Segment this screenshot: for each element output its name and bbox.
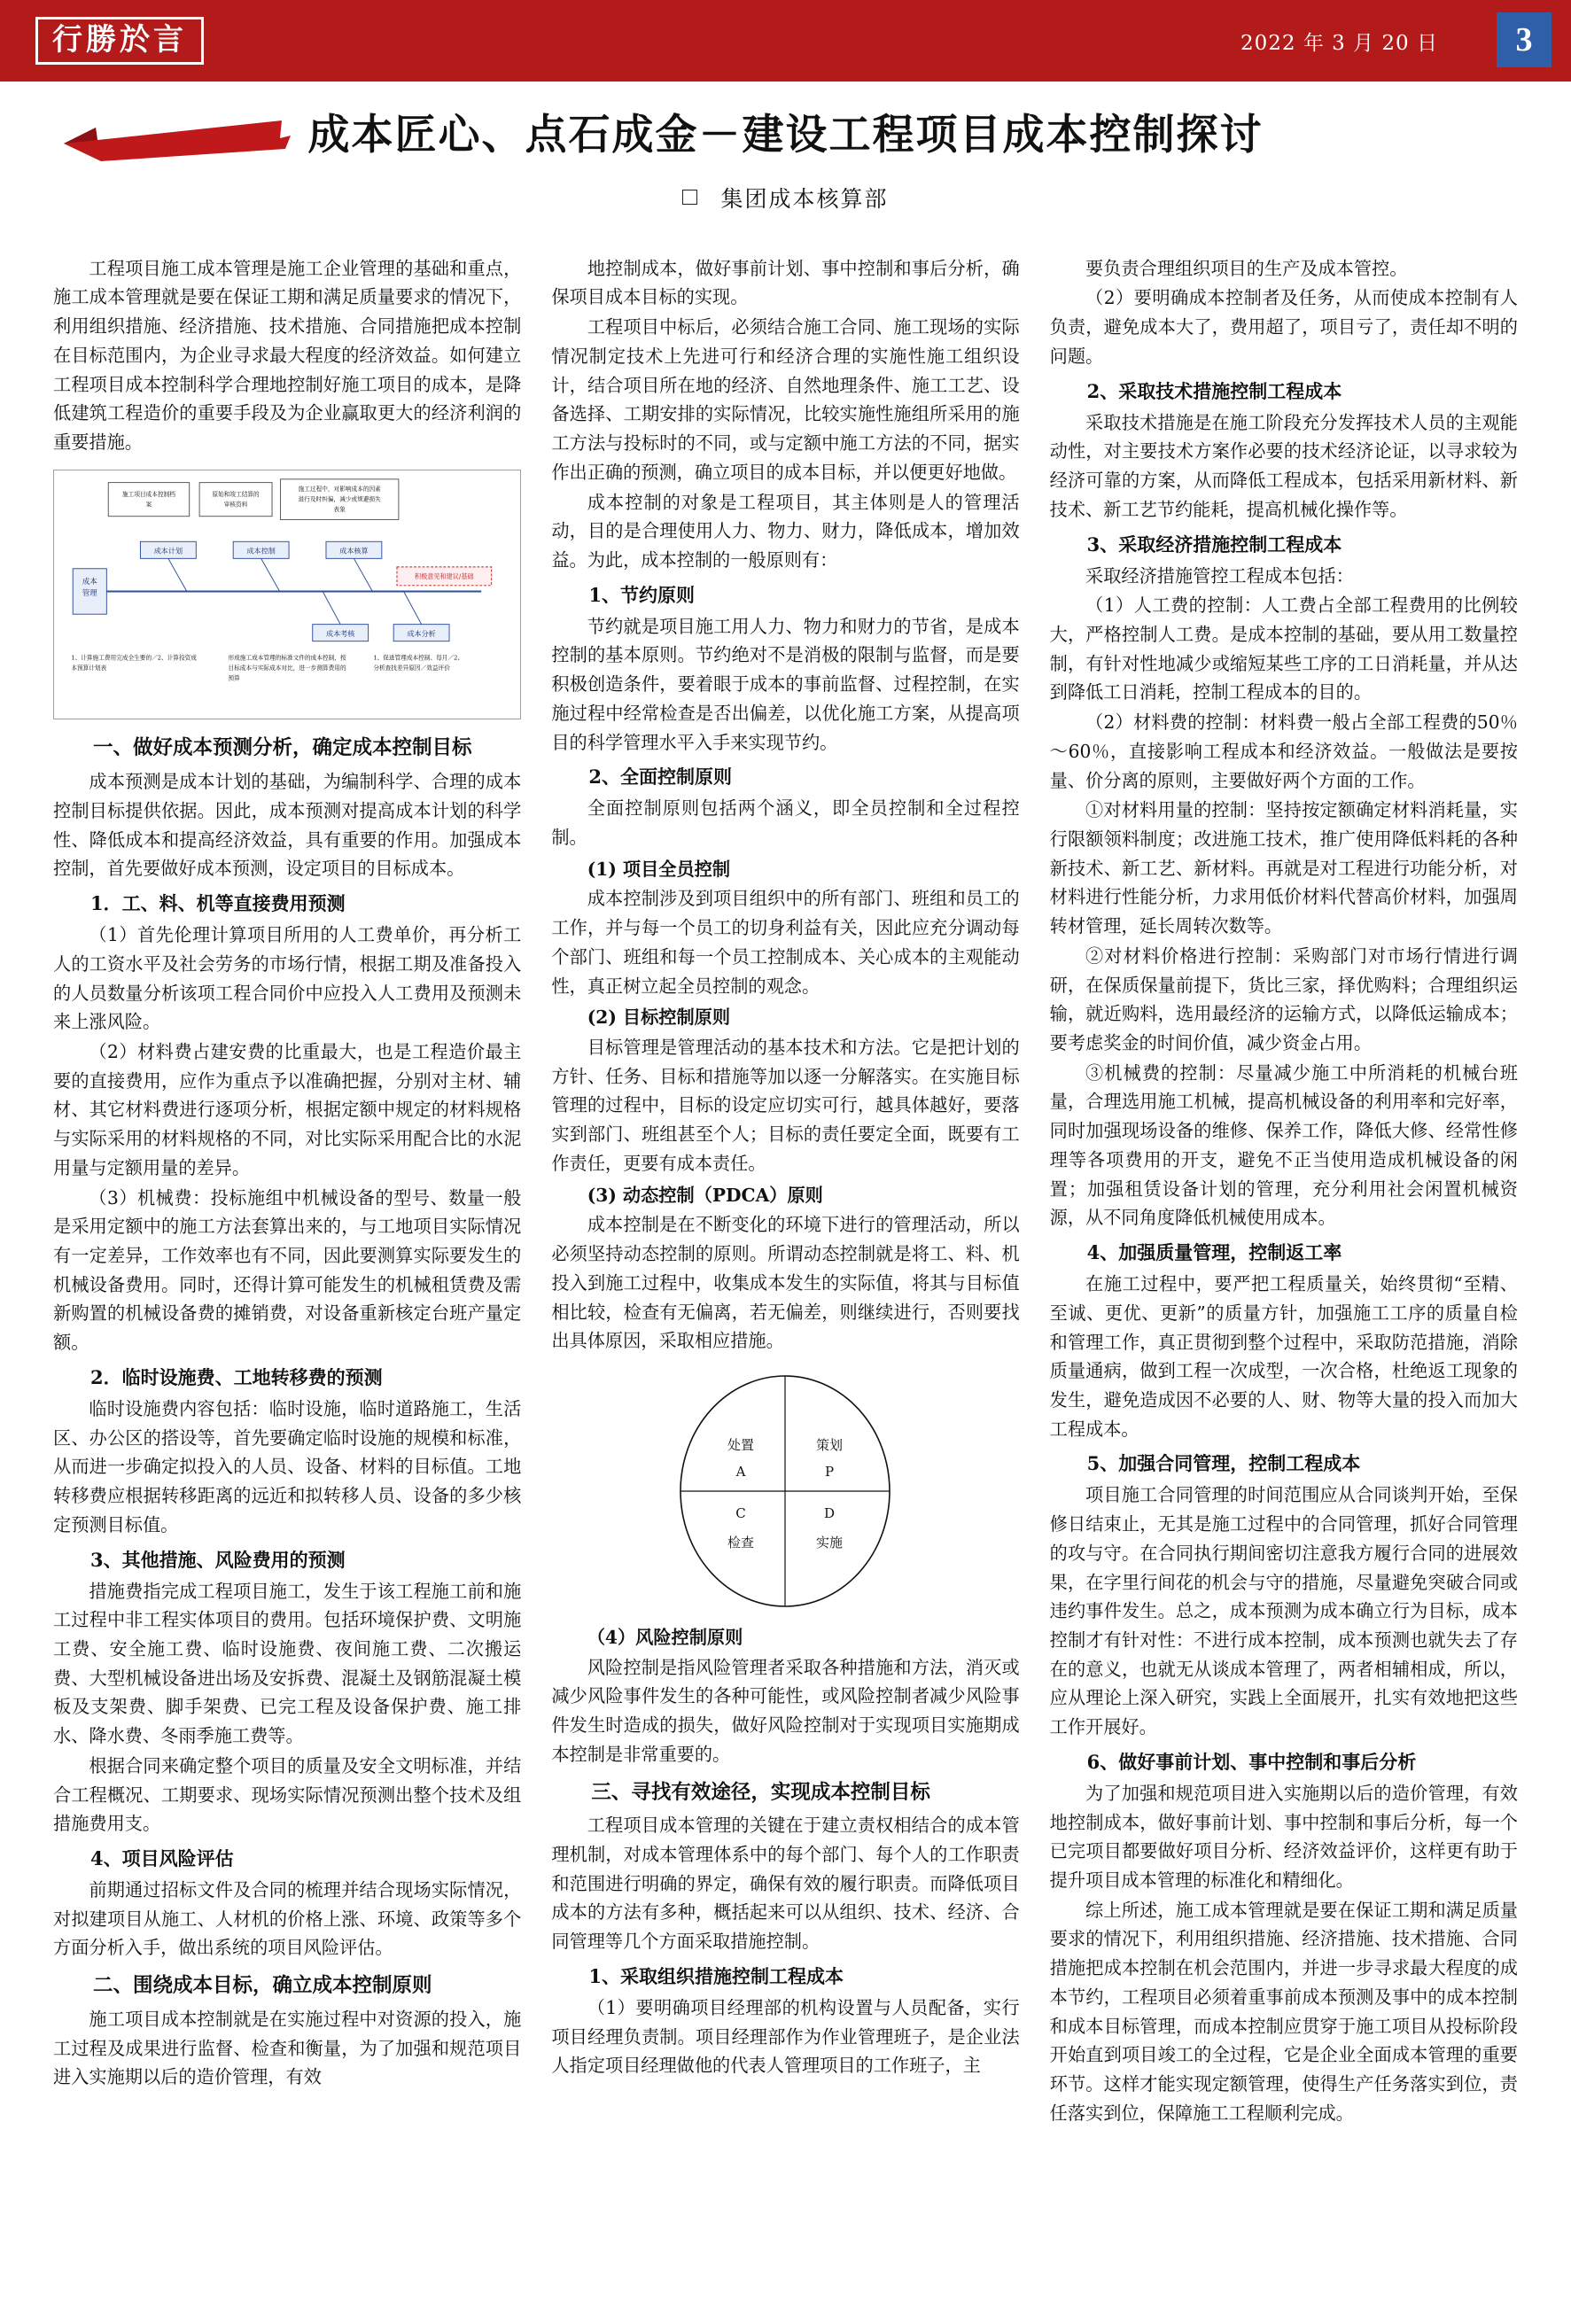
pdca-cycle-diagram xyxy=(551,1372,1019,1611)
svg-text:成本考核: 成本考核 xyxy=(326,628,355,638)
body-paragraph: ③机械费的控制：尽量减少施工中所消耗的机械台班量，合理选用施工机械，提高机械设备的利用率和完好率，同时加强现场设备的维修、保养工作，降低大修、经常性修理等各项费用的开支，避免不正当使用造成机械设备的闲置；加强租赁设备计划的管理，充分利用社会闲置机械资源，从不同角度降低机械使用成本。 xyxy=(1049,1061,1518,1229)
svg-text:1、计算施工费用完成全生要的／2、计算投资成: 1、计算施工费用完成全生要的／2、计算投资成 xyxy=(71,654,197,662)
page-number-badge: 3 xyxy=(1497,12,1552,67)
body-paragraph: 工程项目施工成本管理是施工企业管理的基础和重点，施工成本管理就是要在保证工期和满足质量要求的情况下，利用组织措施、经济措施、技术措施、合同措施把成本控制在目标范围内，为企业寻求最大程度的经济效益。如何建立工程项目成本控制科学合理地控制好施工项目的成本，是降低建筑工程造价的重要手段及为企业赢取更大的经济利润的重要措施。 xyxy=(53,257,522,454)
page-title: 成本匠心、点石成金－建设工程项目成本控制探讨 xyxy=(307,111,1264,159)
svg-text:分析查找差异原因／效益评价: 分析查找差异原因／效益评价 xyxy=(373,664,450,672)
body-paragraph: 工程项目成本管理的关键在于建立责权相结合的成本管理机制，对成本管理体系中的每个部门、每个人的工作职责和范围进行明确的界定，确保有效的履行职责。而降低项目成本的方法有多种，概括起来可以从组织、技术、经济、合同管理等几个方面采取措施控制。 xyxy=(551,1815,1020,1953)
bullet-square-icon xyxy=(682,190,697,205)
body-paragraph: 施工项目成本控制就是在实施过程中对资源的投入，施工过程及成果进行监督、检查和衡量，为了加强和规范项目进入实施期以后的造价管理，有效 xyxy=(53,2008,522,2088)
body-paragraph: （2）材料费占建安费的比重最大，也是工程造价最主要的直接费用，应作为重点予以准确把握，分别对主材、辅材、其它材料费进行逐项分析，根据定额中规定的材料规格与实际采用的材料规格的不同，对比实际采用配合比的水泥用量与定额用量的差异。 xyxy=(53,1040,522,1178)
subsection-heading: 4、加强质量管理，控制返工率 xyxy=(1086,1241,1342,1264)
issue-date: 2022 年 3 月 20 日 xyxy=(1240,31,1438,55)
body-paragraph: 措施费指完成工程项目施工，发生于该工程施工前和施工过程中非工程实体项目的费用。包括环境保护费、文明施工费、安全施工费、临时设施费、夜间施工费、二次搬运费、大型机械设备进出场及安拆费、混凝土及钢筋混凝土模板及支架费、脚手架费、已完工程及设备保护费、施工排水、降水费、冬雨季施工费等。 xyxy=(53,1580,522,1747)
svg-text:成本分析: 成本分析 xyxy=(407,628,436,638)
section-heading: 三、寻找有效途径，实现成本控制目标 xyxy=(591,1780,930,1804)
svg-text:形成施工成本管理的标准文件的成本控制，按: 形成施工成本管理的标准文件的成本控制，按 xyxy=(228,654,346,662)
section-heading: 二、围绕成本目标，确立成本控制原则 xyxy=(93,1974,432,1998)
svg-text:处置: 处置 xyxy=(727,1436,755,1453)
body-paragraph: 工程项目中标后，必须结合施工合同、施工现场的实际情况制定技术上先进可行和经济合理的实施性施工组织设计，结合项目所在地的经济、自然地理条件、施工工艺、设备选择、工期安排的实际情况，比较实施性施组所采用的施工方法与投标时的不同，或与定额中施工方法的不同，据实作出正确的预测，确立项目的成本目标，并以便更好地做。 xyxy=(551,316,1020,483)
subsection-heading: 1．工、料、机等直接费用预测 xyxy=(90,892,346,915)
svg-text:管理: 管理 xyxy=(82,589,97,599)
svg-text:成本计划: 成本计划 xyxy=(153,546,183,556)
svg-text:C: C xyxy=(735,1504,747,1521)
body-paragraph: 前期通过招标文件及合同的梳理并结合现场实际情况，对拟建项目从施工、人材机的价格上涨、环境、政策等多个方面分析入手，做出系统的项目风险评估。 xyxy=(53,1879,522,1959)
subsection-heading: 6、做好事前计划、事中控制和事后分析 xyxy=(1086,1750,1417,1773)
body-paragraph: （3）机械费：投标施组中机械设备的型号、数量一般是采用定额中的施工方法套算出来的，与工地项目实际情况有一定差异，工作效率也有不同，因此要测算实际要发生的机械设备费用。同时，还得计算可能发生的机械租赁费及需新购置的机械设备费的摊销费，对设备重新核定台班产量定额。 xyxy=(53,1186,522,1354)
body-paragraph: 成本预测是成本计划的基础，为编制科学、合理的成本控制目标提供依据。因此，成本预测对提高成本计划的科学性、降低成本和提高经济效益，具有重要的作用。加强成本控制，首先要做好成本预测，设定项目的目标成本。 xyxy=(53,771,522,880)
body-paragraph: 为了加强和规范项目进入实施期以后的造价管理，有效地控制成本，做好事前计划、事中控制和事后分析，每一个已完项目都要做好项目分析、经济效益评价，这样更有助于提升项目成本管理的标准化和精细化。 xyxy=(1049,1782,1518,1892)
svg-text:检查: 检查 xyxy=(727,1534,755,1551)
column-3 xyxy=(1050,254,1518,2129)
body-paragraph: （1）首先伦理计算项目所用的人工费单价，再分析工人的工资水平及社会劳务的市场行情，根据工期及准备投入的人员数量分析该项工程合同价中应投入人工费用及预测未来上涨风险。 xyxy=(53,924,522,1033)
body-paragraph: 节约就是项目施工用人力、物力和财力的节省，是成本控制的基本原则。节约绝对不是消极的限制与监督，而是要积极创造条件，要着眼于成本的事前监督、过程控制，在实施过程中经常检查是否出偏差，以优化施工方案，从提高项目的科学管理水平入手来实现节约。 xyxy=(551,615,1020,753)
subsection-heading: 3、其他措施、风险费用的预测 xyxy=(90,1548,346,1571)
body-paragraph: 地控制成本，做好事前计划、事中控制和事后分析，确保项目成本目标的实现。 xyxy=(551,257,1020,308)
svg-text:成本核算: 成本核算 xyxy=(339,546,369,556)
svg-text:施工过程中，对影响成本的因素: 施工过程中，对影响成本的因素 xyxy=(298,485,381,493)
body-paragraph: （2）要明确成本控制者及任务，从而使成本控制有人负责，避免成本大了，费用超了，项目亏了，责任却不明的问题。 xyxy=(1049,287,1518,367)
subsection-heading: 3、采取经济措施控制工程成本 xyxy=(1086,532,1342,556)
svg-text:施工项目成本控制档: 施工项目成本控制档 xyxy=(122,490,175,498)
body-paragraph: 采取技术措施是在施工阶段充分发挥技术人员的主观能动性，对主要技术方案作必要的技术经济论证，以寻求较为经济可靠的方案，从而降低工程成本，包括采用新材料、新技术、新工艺节约能耗，提高机械化操作等。 xyxy=(1049,411,1518,520)
subsection-heading: 2、全面控制原则 xyxy=(588,766,732,789)
svg-text:案: 案 xyxy=(145,501,152,509)
sub-subsection-heading: (2) 目标控制原则 xyxy=(587,1007,731,1029)
body-paragraph: （2）材料费的控制：材料费一般占全部工程费的50％～60％，直接影响工程成本和经济效益。一般做法是要按量、价分离的原则，主要做好两个方面的工作。 xyxy=(1049,711,1518,791)
body-paragraph: 要负责合理组织项目的生产及成本管控。 xyxy=(1085,257,1408,279)
svg-text:预算: 预算 xyxy=(228,674,240,682)
section-heading: 一、做好成本预测分析，确定成本控制目标 xyxy=(93,736,472,760)
body-paragraph: ②对材料价格进行控制：采购部门对市场行情进行调研，在保质保量前提下，货比三家，择优购料；合理组织运输，就近购料，选用最经济的运输方式，以降低运输成本；要考虑奖金的时间价值，减少资金占用。 xyxy=(1049,944,1518,1054)
byline xyxy=(53,182,1518,214)
header-band xyxy=(0,0,1571,82)
body-paragraph: 目标管理是管理活动的基本技术和方法。它是把计划的方针、任务、目标和措施等加以逐一分解落实。在实施目标管理的过程中，目标的设定应切实可行，越具体越好，要落实到部门、班组甚至个人；目标的责任要定全面，既要有工作责任，更要有成本责任。 xyxy=(551,1037,1020,1174)
sub-subsection-heading: (1) 项目全员控制 xyxy=(587,858,731,880)
ribbon-label: 交流阵地 xyxy=(60,102,128,120)
title-zone xyxy=(0,82,1571,219)
body-paragraph: （1）人工费的控制：人工费占全部工程费用的比例较大，严格控制人工费。是成本控制的基础，要从用工数量控制，有针对性地减少或缩短某些工序的工日消耗量，并从达到降低工日消耗，控制工程成本的目的。 xyxy=(1049,595,1518,703)
svg-text:A: A xyxy=(736,1463,746,1480)
column-2 xyxy=(551,254,1019,2081)
body-paragraph: ①对材料用量的控制：坚持按定额确定材料消耗量，实行限额领料制度；改进施工技术，推广使用降低料耗的各种新技术、新工艺、新材料。再就是对工程进行功能分析，对材料进行性能分析，力求用低价材料代替高价材料，加强周转材管理，延长周转次数等。 xyxy=(1049,799,1518,937)
subsection-heading: 2、采取技术措施控制工程成本 xyxy=(1086,379,1342,402)
svg-text:1、促进管理成本控制、每月／2、: 1、促进管理成本控制、每月／2、 xyxy=(373,654,463,662)
body-paragraph: 采取经济措施管控工程成本包括： xyxy=(1085,564,1354,587)
svg-text:审核资料: 审核资料 xyxy=(223,501,248,509)
subsection-heading: 1、节约原则 xyxy=(588,583,695,606)
subsection-heading: 2．临时设施费、工地转移费的预测 xyxy=(90,1365,383,1388)
body-paragraph: 在施工过程中，要严把工程质量关，始终贯彻“至精、至诚、更优、更新”的质量方针，加强施工工序的质量自检和管理工作，真正贯彻到整个过程中，采取防范措施，消除质量通病，做到工程一次成型，一次合格，杜绝返工现象的发生，避免造成因不必要的人、财、物等大量的投入而加大工程成本。 xyxy=(1049,1273,1518,1440)
svg-text:原始和竣工结算的: 原始和竣工结算的 xyxy=(212,490,260,498)
subsection-heading: 4、项目风险评估 xyxy=(90,1846,234,1869)
article-columns xyxy=(0,219,1571,2129)
svg-text:P: P xyxy=(825,1463,835,1480)
svg-text:进行及时纠偏，减少或规避损失: 进行及时纠偏，减少或规避损失 xyxy=(298,495,381,503)
svg-text:成本控制: 成本控制 xyxy=(246,546,276,556)
body-paragraph: 临时设施费内容包括：临时设施，临时道路施工，生活区、办公区的搭设等，首先要确定临时设施的规模和标准，从而进一步确定拟投入的人员、设备、材料的目标值。工地转移费应根据转移距离的远近和拟转移人员、设备的多少核定预测目标值。 xyxy=(53,1397,522,1535)
body-paragraph: 风险控制是指风险管理者采取各种措施和方法，消灭或减少风险事件发生的各种可能性，或风险控制者减少风险事件发生时造成的损失，做好风险控制对于实现项目实施期成本控制是非常重要的。 xyxy=(551,1656,1020,1765)
body-paragraph: 成本控制是在不断变化的环境下进行的管理活动，所以必须坚持动态控制的原则。所谓动态控制就是将工、料、机投入到施工过程中，收集成本发生的实际值，将其与目标值相比较，检查有无偏离，若无偏差，则继续进行，否则要找出具体原因，采取相应措施。 xyxy=(551,1214,1020,1352)
svg-text:成本: 成本 xyxy=(82,577,97,587)
svg-text:本预算计划表: 本预算计划表 xyxy=(71,664,107,672)
svg-text:积极意见和建议/基础: 积极意见和建议/基础 xyxy=(415,571,474,580)
body-paragraph: 综上所述，施工成本管理就是要在保证工期和满足质量要求的情况下，利用组织措施、经济措施、技术措施、合同措施把成本控制在机会范围内，并进一步寻求最大程度的成本节约，工程项目必须着重事前成本预测及事中的成本控制和成本目标管理，而成本控制应贯穿于施工项目从投标阶段开始直到项目竣工的全过程，它是企业全面成本管理的重要环节。这样才能实现定额管理，使得生产任务落实到位，责任落实到位，保障施工工程顺利完成。 xyxy=(1049,1899,1518,2124)
body-paragraph: 项目施工合同管理的时间范围应从合同谈判开始，至保修日结束止，无其是施工过程中的合同管理，抓好合同管理的攻与守。在合同执行期间密切注意我方履行合同的进展效果，在字里行间花的机会与守的措施，尽量避免突破合同或违约事件发生。总之，成本预测为成本确立行为目标，成本控制才有针对性：不进行成本控制，成本预测也就失去了存在的意义，也就无从谈成本管理了，两者相辅相成，所以，应从理论上深入研究，实践上全面展开，扎实有效地把这些工作开展好。 xyxy=(1049,1484,1518,1738)
subsection-heading: 1、采取组织措施控制工程成本 xyxy=(588,1964,844,1987)
svg-text:表象: 表象 xyxy=(333,505,346,513)
byline-text: 集团成本核算部 xyxy=(720,185,889,212)
svg-text:D: D xyxy=(824,1504,836,1521)
column-1 xyxy=(53,254,521,2093)
body-paragraph: 成本控制涉及到项目组织中的所有部门、班组和员工的工作，并与每一个员工的切身利益有关，因此应充分调动每个部门、班组和每一个员工控制成本、关心成本的主观能动性，真正树立起全员控制的观念。 xyxy=(551,888,1020,997)
fishbone-diagram xyxy=(53,470,521,720)
body-paragraph: （1）要明确项目经理部的机构设置与人员配备，实行项目经理负责制。项目经理部作为作业管理班子，是企业法人指定项目经理做他的代表人管理项目的工作班子，主 xyxy=(551,1996,1020,2077)
sub-subsection-heading: (3) 动态控制（PDCA）原则 xyxy=(587,1184,823,1206)
sub-subsection-heading: （4）风险控制原则 xyxy=(587,1626,743,1648)
body-paragraph: 根据合同来确定整个项目的质量及安全文明标准，并结合工程概况、工期要求、现场实际情况预测出整个技术及组措施费用支。 xyxy=(53,1754,522,1835)
masthead-logo: 行勝於言 xyxy=(35,17,204,64)
svg-text:目标成本与实际成本对比，进一步测算费用的: 目标成本与实际成本对比，进一步测算费用的 xyxy=(228,664,346,672)
body-paragraph: 全面控制原则包括两个涵义，即全员控制和全过程控制。 xyxy=(551,797,1020,848)
svg-text:实施: 实施 xyxy=(816,1534,844,1551)
body-paragraph: 成本控制的对象是工程项目，其主体则是人的管理活动，目的是合理使用人力、物力、财力，降低成本，增加效益。为此，成本控制的一般原则有： xyxy=(551,491,1020,571)
subsection-heading: 5、加强合同管理，控制工程成本 xyxy=(1086,1452,1361,1475)
svg-text:策划: 策划 xyxy=(816,1436,844,1453)
